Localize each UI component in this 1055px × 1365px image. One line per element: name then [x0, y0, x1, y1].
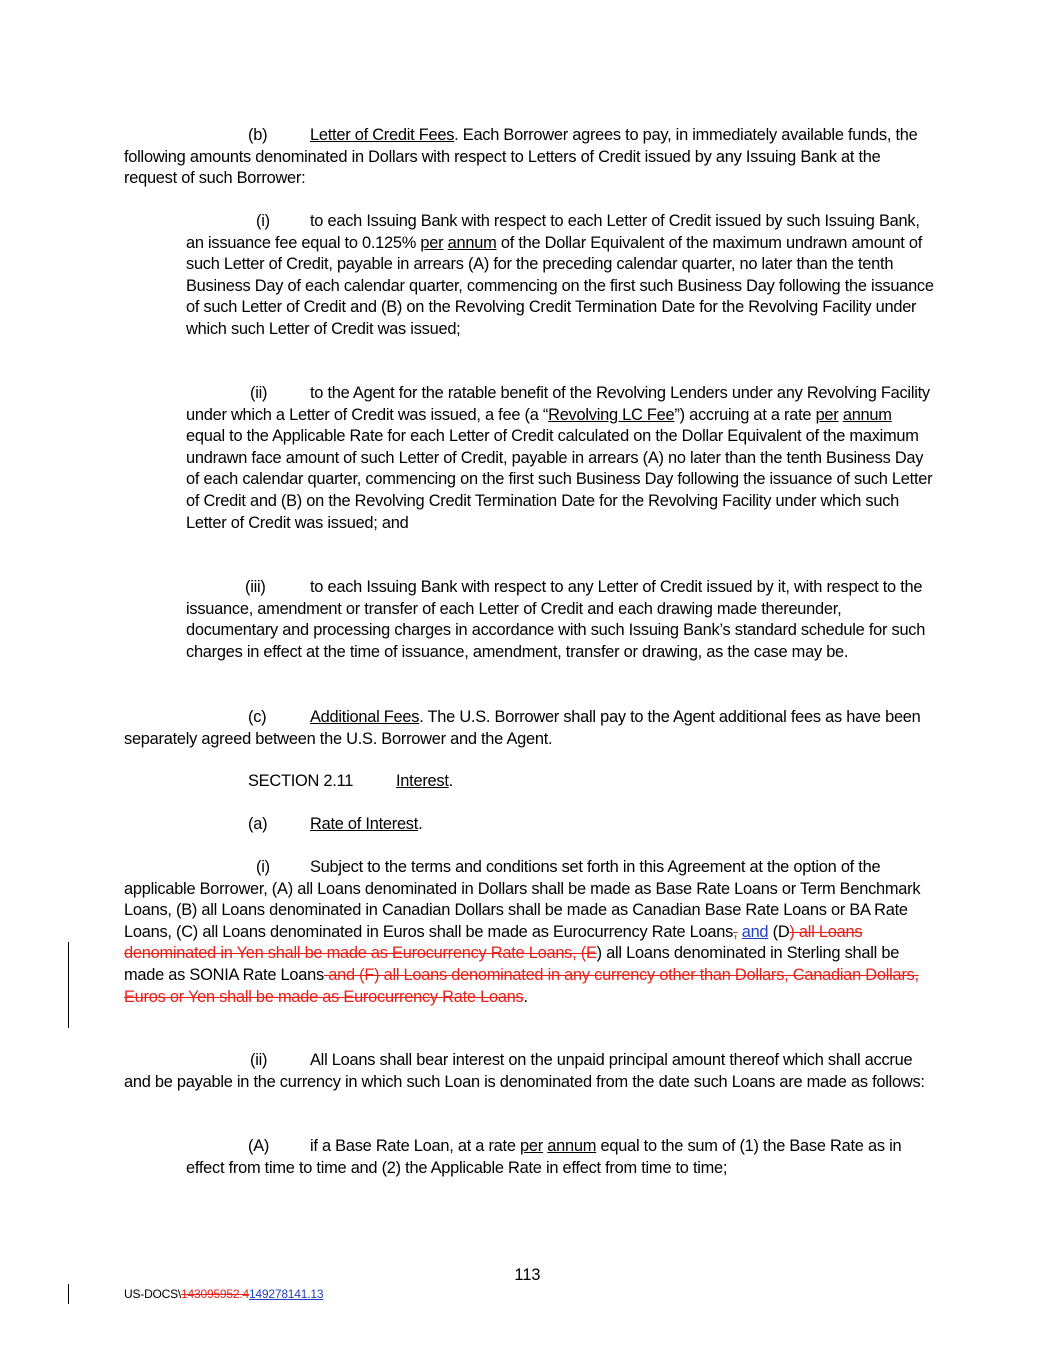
clause-text: to the Agent for the ratable benefit of the Revolving Lenders under any Revolving Facility under which a Letter of Credit was issued, a fee (a “ — [186, 384, 930, 424]
paragraph-text: . The U.S. Borrower shall pay to the Agent additional fees as have been separately agreed between the U.S. Borrower and the Agent. — [124, 708, 921, 748]
footer-change-bar — [68, 1284, 69, 1304]
clause-text: if a Base Rate Loan, at a rate — [310, 1137, 521, 1155]
change-bar — [68, 942, 69, 1028]
clause-A — [186, 1136, 934, 1179]
paragraph-b — [124, 125, 934, 190]
clause-text: Subject to the terms and conditions set forth in this Agreement at the option of the applicable Borrower, (A) all Loans denominated in Dollars shall be made as Base Rate Loans or Term Benchmark Loans, (B) all Loans denominated in Canadian Dollars shall be made as Canadian Base Rate Loans or BA Rate Loans, (C) all Loans denominated in Euros shall be made as Eurocurrency Rate Loans — [124, 858, 921, 941]
latin-per: per — [815, 405, 839, 424]
doc-id-deleted: 143095952.4 — [181, 1287, 249, 1301]
clause-text: ) all Loans denominated in Sterling shall be made as SONIA Rate Loans — [124, 944, 900, 984]
clause-ii — [186, 383, 934, 534]
clause-text: ”) accruing at a rate — [674, 405, 816, 424]
clause-label: (i) — [256, 212, 270, 230]
section-number: SECTION 2.11 — [248, 772, 354, 790]
clause-text: to each Issuing Bank with respect to each Letter of Credit issued by such Issuing Bank, an issuance fee equal to 0.125% — [186, 212, 920, 252]
deleted-text: , — [733, 922, 738, 941]
latin-annum: annum — [842, 405, 892, 424]
clause-label: (ii) — [250, 1051, 268, 1069]
clause-text: of the Dollar Equivalent of the maximum undrawn amount of such Letter of Credit, payable in arrears (A) for the preceding calendar quarter, no later than the tenth Business Day of each calendar quarter, commencing on the first such Business Day following the issuance of such Letter of Credit and (B) on the Revolving Credit Termination Date for the Revolving Facility under which such Letter of Credit was issued; — [186, 233, 934, 338]
clause-text: . — [523, 987, 528, 1006]
defined-term: Revolving LC Fee — [548, 405, 675, 424]
clause-label: (ii) — [250, 384, 268, 402]
clause-text: equal to the sum of (1) the Base Rate as in effect from time to time and (2) the Applicable Rate in effect from time to time; — [186, 1137, 902, 1177]
paragraph-heading-period: . — [418, 815, 423, 833]
paragraph-heading: Rate of Interest — [310, 815, 419, 833]
deleted-text: ) all Loans denominated in Yen shall be made as Eurocurrency Rate Loans, (E — [124, 922, 863, 963]
paragraph-c — [124, 707, 934, 750]
clause-text: All Loans shall bear interest on the unpaid principal amount thereof which shall accrue and be payable in the currency in which such Loan is denominated from the date such Loans are made as follows: — [124, 1051, 925, 1091]
document-id-footer — [124, 1287, 323, 1301]
page-number: 113 — [514, 1266, 541, 1284]
latin-per: per — [520, 1137, 543, 1155]
paragraph-label: (c) — [248, 708, 267, 726]
latin-annum: annum — [547, 1137, 597, 1155]
rate-clause-i — [124, 857, 934, 1008]
paragraph-heading: Letter of Credit Fees — [310, 126, 455, 144]
paragraph-heading: Additional Fees — [310, 708, 420, 726]
paragraph-label: (a) — [248, 815, 268, 833]
doc-id-inserted: 149278141.13 — [248, 1287, 324, 1301]
latin-per: per — [420, 233, 444, 252]
deleted-text: and (F) all Loans denominated in any currency other than Dollars, Canadian Dollars, Euros or Yen shall be made as Eurocurrency Rate Loans — [124, 965, 919, 1006]
inserted-text: and — [741, 922, 769, 941]
clause-label: (i) — [256, 858, 270, 876]
clause-i — [186, 211, 934, 341]
clause-text: equal to the Applicable Rate for each Letter of Credit calculated on the Dollar Equivalent of the maximum undrawn face amount of such Letter of Credit, payable in arrears (A) no later than the tenth Business Day of each calendar quarter, commencing on the first such Business Day following the issuance of such Letter of Credit and (B) on the Revolving Credit Termination Date for the Revolving Facility under which such Letter of Credit was issued; and — [186, 427, 933, 532]
section-heading — [124, 771, 934, 793]
paragraph-label: (b) — [248, 126, 268, 144]
paragraph-a — [124, 814, 934, 836]
doc-id-prefix: US-DOCS\ — [124, 1287, 182, 1301]
clause-label: (iii) — [245, 578, 266, 596]
clause-iii — [186, 577, 934, 663]
rate-clause-ii — [124, 1050, 934, 1093]
section-title-period: . — [448, 772, 453, 790]
paragraph-text: . Each Borrower agrees to pay, in immediately available funds, the following amounts denominated in Dollars with respect to Letters of Credit issued by any Issuing Bank at the request of such Borrower: — [124, 126, 918, 188]
latin-annum: annum — [447, 233, 497, 252]
clause-text: to each Issuing Bank with respect to any Letter of Credit issued by it, with respect to the issuance, amendment or transfer of each Letter of Credit and each drawing made thereunder, documentary and processing charges in accordance with such Issuing Bank’s standard schedule for such charges in effect at the time of issuance, amendment, transfer or drawing, as the case may be. — [186, 578, 926, 661]
section-title: Interest — [396, 772, 449, 790]
clause-text: (D — [772, 922, 790, 941]
clause-label: (A) — [248, 1137, 270, 1155]
